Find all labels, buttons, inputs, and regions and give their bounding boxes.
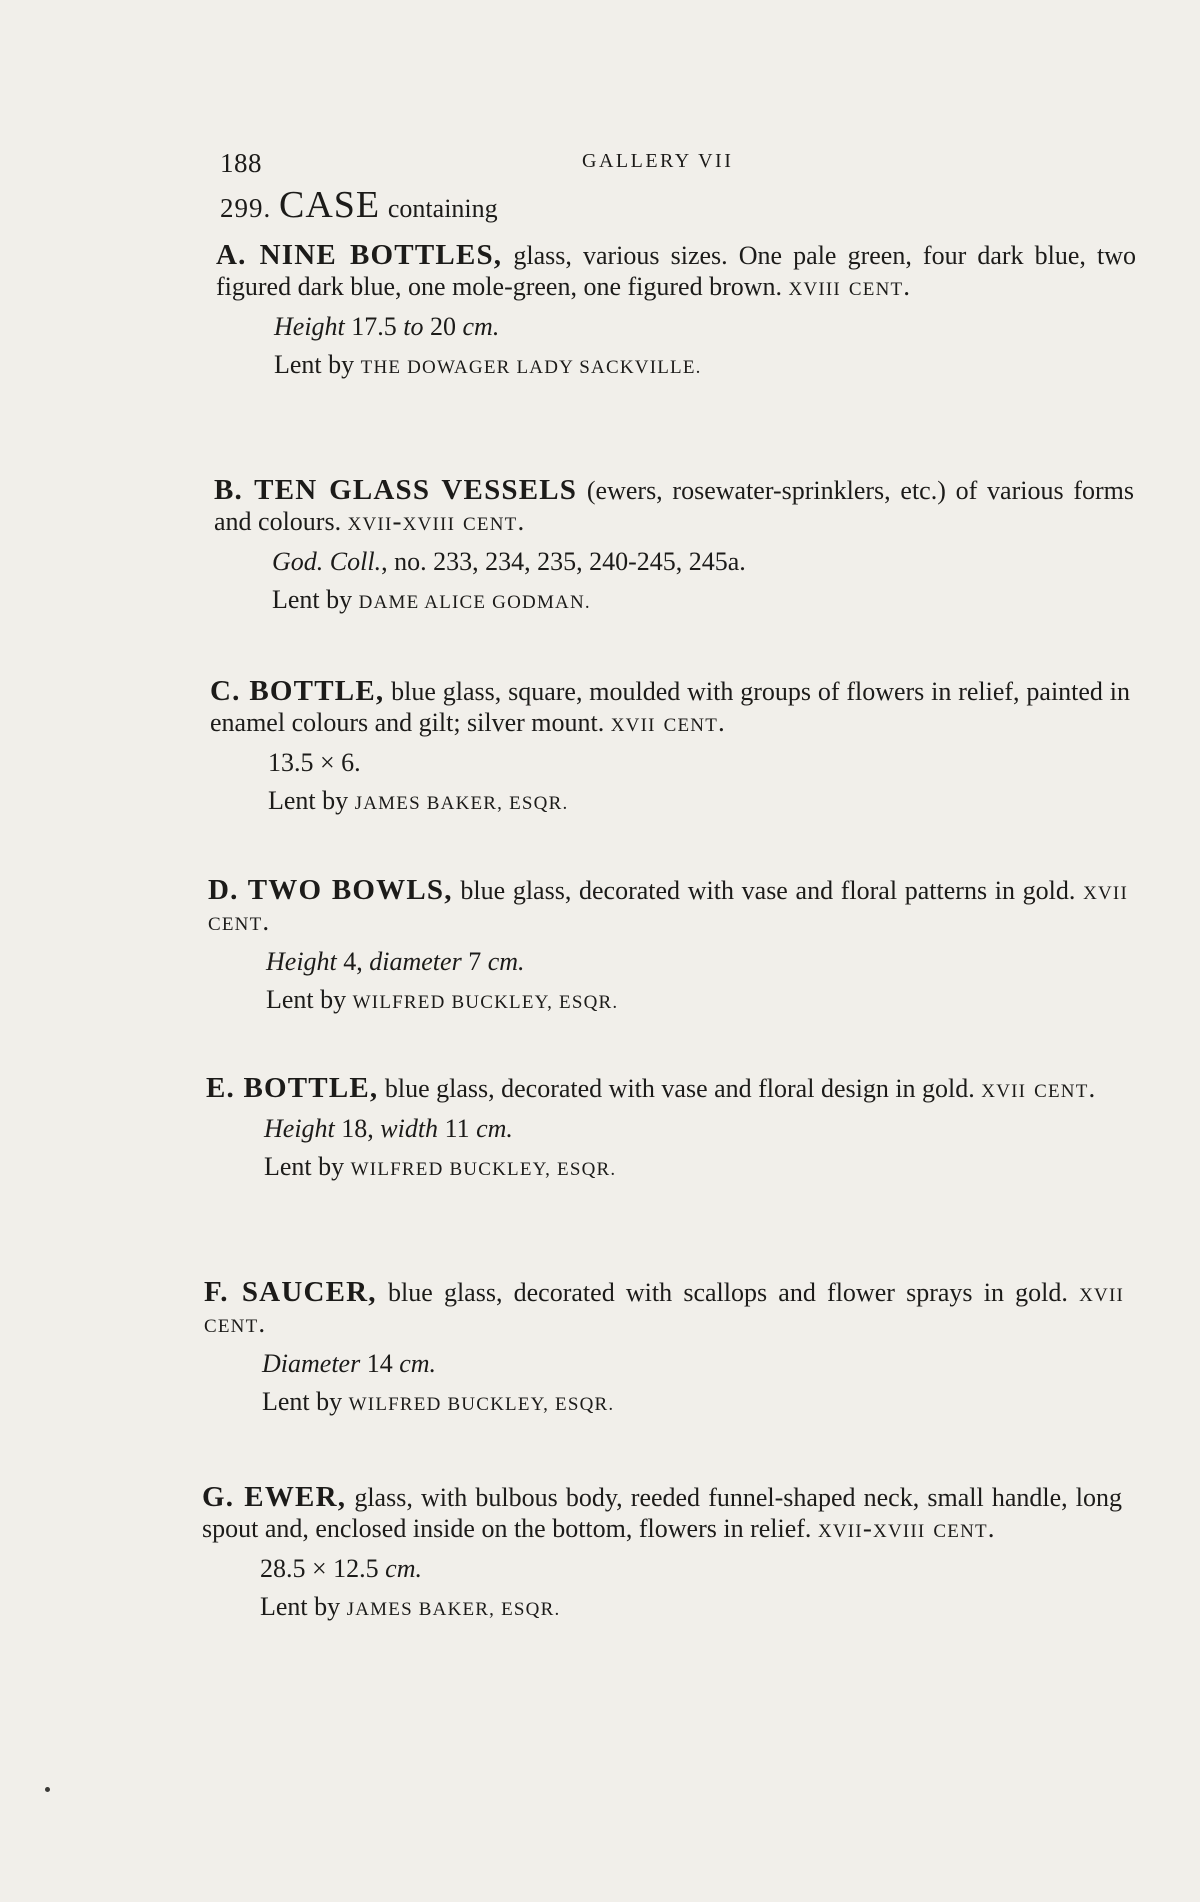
case-number: 299. (220, 193, 272, 223)
entry-title: A. NINE BOTTLES, (216, 239, 503, 271)
entry-title: F. SAUCER, (204, 1276, 377, 1308)
entry-title: C. BOTTLE, (210, 675, 385, 707)
entry-description (214, 475, 1134, 537)
entry-measurement: 28.5 × 12.5 cm. (260, 1554, 422, 1583)
entry-lender-line (268, 785, 1130, 819)
lent-by-label: Lent by (260, 1592, 347, 1621)
lender-name: WILFRED BUCKLEY, ESQR. (348, 1394, 615, 1415)
entry-date: xvii cent. (204, 1277, 1125, 1338)
catalogue-entry (206, 1073, 1126, 1185)
entry-title: G. EWER, (202, 1481, 347, 1513)
entry-measurement: Height 4, diameter 7 cm. (266, 947, 525, 976)
entry-text: glass, with bulbous body, reeded funnel-shaped neck, small handle, long spout and, enclosed inside on the bottom, flowers in relief. (202, 1483, 1122, 1543)
entry-date: xvii-xviii cent. (817, 1513, 996, 1543)
entry-date: xvii-xviii cent. (347, 506, 526, 536)
lent-by-label: Lent by (268, 786, 355, 815)
entry-lender-line (272, 584, 1134, 618)
entry-measurement: Height 17.5 to 20 cm. (274, 312, 500, 341)
entry-title: D. TWO BOWLS, (208, 874, 453, 906)
entry-title: B. TEN GLASS VESSELS (214, 474, 578, 506)
lent-by-label: Lent by (264, 1152, 351, 1181)
entry-description (206, 1073, 1126, 1104)
entry-description (210, 676, 1130, 738)
entry-description (208, 875, 1128, 937)
entry-date: xviii cent. (788, 271, 912, 301)
lender-name: WILFRED BUCKLEY, ESQR. (352, 992, 619, 1013)
lender-name: DAME ALICE GODMAN. (358, 592, 591, 613)
catalogue-entry (208, 875, 1128, 1018)
entry-lender-line (262, 1386, 1124, 1420)
entry-text: (ewers, rosewater-sprinklers, etc.) of various forms and colours. (214, 476, 1134, 536)
catalogue-entry (202, 1482, 1122, 1625)
entry-text: blue glass, decorated with vase and floral design in gold. (378, 1074, 982, 1103)
catalogue-entry (214, 475, 1134, 618)
lent-by-label: Lent by (272, 585, 359, 614)
lender-name: WILFRED BUCKLEY, ESQR. (350, 1159, 617, 1180)
entry-description (202, 1482, 1122, 1544)
entry-lender-line (266, 984, 1128, 1018)
case-heading (220, 183, 498, 227)
case-containing: containing (387, 194, 498, 223)
lent-by-label: Lent by (262, 1387, 349, 1416)
entry-lender-line (264, 1151, 1126, 1185)
page-number: 188 (220, 148, 262, 178)
entry-lender-line (260, 1591, 1122, 1625)
catalogue-entry (216, 240, 1136, 383)
catalogue-entry (204, 1277, 1124, 1420)
lent-by-label: Lent by (274, 350, 361, 379)
entry-lender-line (274, 349, 1136, 383)
entry-title: E. BOTTLE, (206, 1072, 379, 1104)
entry-text: blue glass, decorated with scallops and flower sprays in gold. (376, 1278, 1080, 1307)
entry-description (204, 1277, 1124, 1339)
gallery-title: GALLERY VII (582, 150, 734, 172)
case-word: CASE (279, 184, 381, 226)
lent-by-label: Lent by (266, 985, 353, 1014)
lender-name: THE DOWAGER LADY SACKVILLE. (360, 357, 702, 378)
entry-measurement: God. Coll., no. 233, 234, 235, 240-245, 245a. (272, 547, 746, 576)
entry-text: blue glass, square, moulded with groups of flowers in relief, painted in enamel colours and gilt; silver mount. (210, 677, 1130, 737)
entry-text: blue glass, decorated with vase and floral patterns in gold. (452, 876, 1084, 905)
entry-date: xvii cent. (208, 875, 1128, 936)
lender-name: JAMES BAKER, ESQR. (346, 1599, 561, 1620)
entry-description (216, 240, 1136, 302)
entry-date: xvii cent. (610, 707, 726, 737)
entry-measurement: Diameter 14 cm. (262, 1349, 437, 1378)
lender-name: JAMES BAKER, ESQR. (354, 793, 569, 814)
entry-measurement: 13.5 × 6. (268, 748, 361, 777)
speck (45, 1787, 50, 1792)
entry-text: glass, various sizes. One pale green, four dark blue, two figured dark blue, one mole-green, one figured brown. (216, 241, 1136, 301)
entry-date: xvii cent. (981, 1073, 1097, 1103)
entry-measurement: Height 18, width 11 cm. (264, 1114, 513, 1143)
catalogue-entry (210, 676, 1130, 819)
